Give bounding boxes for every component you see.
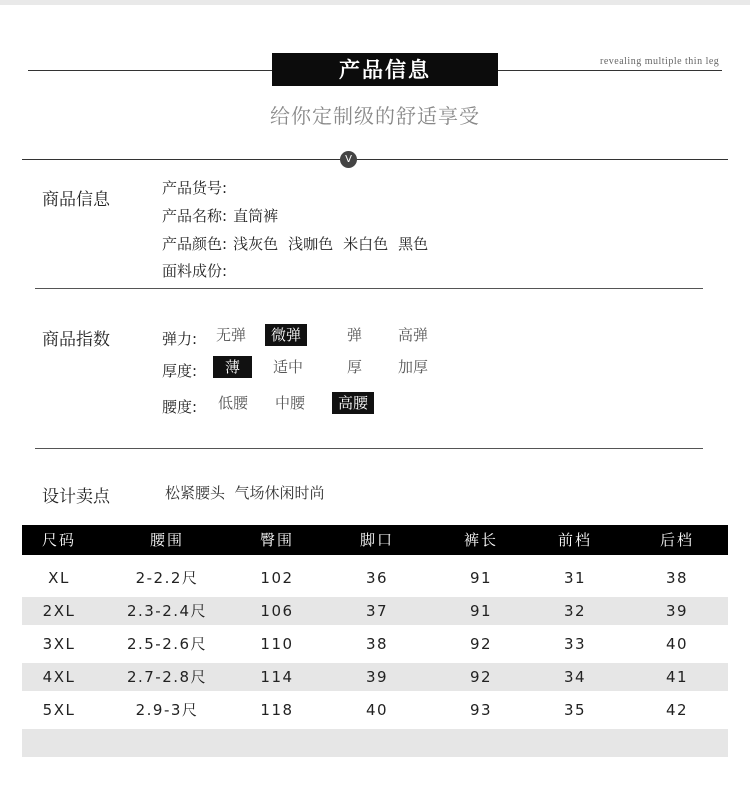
cell-waist: 2-2.2尺 [135, 569, 199, 587]
elasticity-option: 高弹 [398, 326, 429, 344]
cell-front-rise: 31 [563, 569, 587, 587]
section-divider [35, 288, 703, 289]
cell-hem: 36 [365, 569, 389, 587]
col-header-waist: 腰围 [149, 531, 184, 549]
table-row [22, 630, 728, 658]
col-header-hip: 臀围 [259, 531, 294, 549]
top-strip [0, 0, 750, 5]
page-title: 产品信息 [272, 53, 498, 86]
cell-hip: 118 [260, 701, 294, 719]
info-value: 浅咖色 [288, 235, 334, 253]
design-section-label: 设计卖点 [42, 487, 110, 507]
cell-hip: 102 [260, 569, 294, 587]
cell-hip: 110 [260, 635, 294, 653]
thickness-key: 厚度: [162, 362, 198, 380]
cell-size: 4XL [42, 668, 76, 686]
header-tagline: revealing multiple thin leg [600, 56, 720, 67]
col-header-back-rise: 后档 [659, 531, 694, 549]
cell-size: XL [48, 569, 70, 587]
info-key: 产品颜色: [162, 235, 228, 253]
table-row [22, 696, 728, 724]
elasticity-option: 弹 [347, 326, 363, 344]
page-subtitle: 给你定制级的舒适享受 [270, 104, 480, 128]
elasticity-option-selected: 微弹 [265, 324, 307, 346]
cell-size: 5XL [42, 701, 76, 719]
cell-length: 91 [469, 602, 493, 620]
cell-front-rise: 34 [563, 668, 587, 686]
cell-waist: 2.5-2.6尺 [126, 635, 208, 653]
waist-key: 腰度: [162, 398, 198, 416]
col-header-length: 裤长 [463, 531, 498, 549]
cell-hem: 40 [365, 701, 389, 719]
info-row-fabric [162, 260, 227, 281]
elasticity-option: 无弹 [216, 326, 247, 344]
section-divider [35, 448, 703, 449]
cell-back-rise: 40 [665, 635, 689, 653]
thickness-option-selected: 薄 [213, 356, 252, 378]
index-section-label: 商品指数 [42, 330, 110, 350]
table-row [22, 663, 728, 691]
col-header-front-rise: 前档 [557, 531, 592, 549]
cell-waist: 2.9-3尺 [135, 701, 199, 719]
info-key: 产品名称: [162, 207, 228, 225]
info-row-color [162, 233, 428, 254]
info-row-item-no [162, 177, 227, 198]
cell-hem: 39 [365, 668, 389, 686]
cell-waist: 2.3-2.4尺 [126, 602, 208, 620]
info-key: 产品货号: [162, 179, 228, 197]
waist-option: 中腰 [275, 394, 306, 412]
cell-size: 2XL [42, 602, 76, 620]
cell-length: 92 [469, 668, 493, 686]
cell-back-rise: 38 [665, 569, 689, 587]
cell-hem: 37 [365, 602, 389, 620]
cell-front-rise: 32 [563, 602, 587, 620]
col-header-hem: 脚口 [359, 531, 394, 549]
cell-back-rise: 42 [665, 701, 689, 719]
thickness-option: 加厚 [398, 358, 429, 376]
info-section-label: 商品信息 [42, 190, 110, 210]
cell-hem: 38 [365, 635, 389, 653]
table-row [22, 597, 728, 625]
info-key: 面料成份: [162, 262, 228, 280]
cell-length: 91 [469, 569, 493, 587]
cell-size: 3XL [42, 635, 76, 653]
table-row [22, 564, 728, 592]
elasticity-key: 弹力: [162, 330, 198, 348]
design-selling-points: 松紧腰头 气场休闲时尚 [165, 484, 325, 502]
v-chevron-icon: V [340, 151, 357, 168]
info-value: 直筒裤 [233, 207, 279, 225]
cell-back-rise: 39 [665, 602, 689, 620]
cell-length: 93 [469, 701, 493, 719]
size-table-header [22, 525, 728, 555]
cell-waist: 2.7-2.8尺 [126, 668, 208, 686]
info-row-name [162, 205, 278, 226]
cell-back-rise: 41 [665, 668, 689, 686]
cell-front-rise: 35 [563, 701, 587, 719]
cell-front-rise: 33 [563, 635, 587, 653]
divider-line [22, 159, 728, 160]
cell-length: 92 [469, 635, 493, 653]
info-value: 黑色 [398, 235, 429, 253]
cell-hip: 106 [260, 602, 294, 620]
col-header-size: 尺码 [41, 531, 76, 549]
thickness-option: 厚 [347, 358, 363, 376]
cell-hip: 114 [260, 668, 294, 686]
thickness-option: 适中 [273, 358, 304, 376]
waist-option-selected: 高腰 [332, 392, 374, 414]
table-footer-band [22, 729, 728, 757]
info-value: 浅灰色 [233, 235, 279, 253]
info-value: 米白色 [343, 235, 389, 253]
waist-option: 低腰 [218, 394, 249, 412]
